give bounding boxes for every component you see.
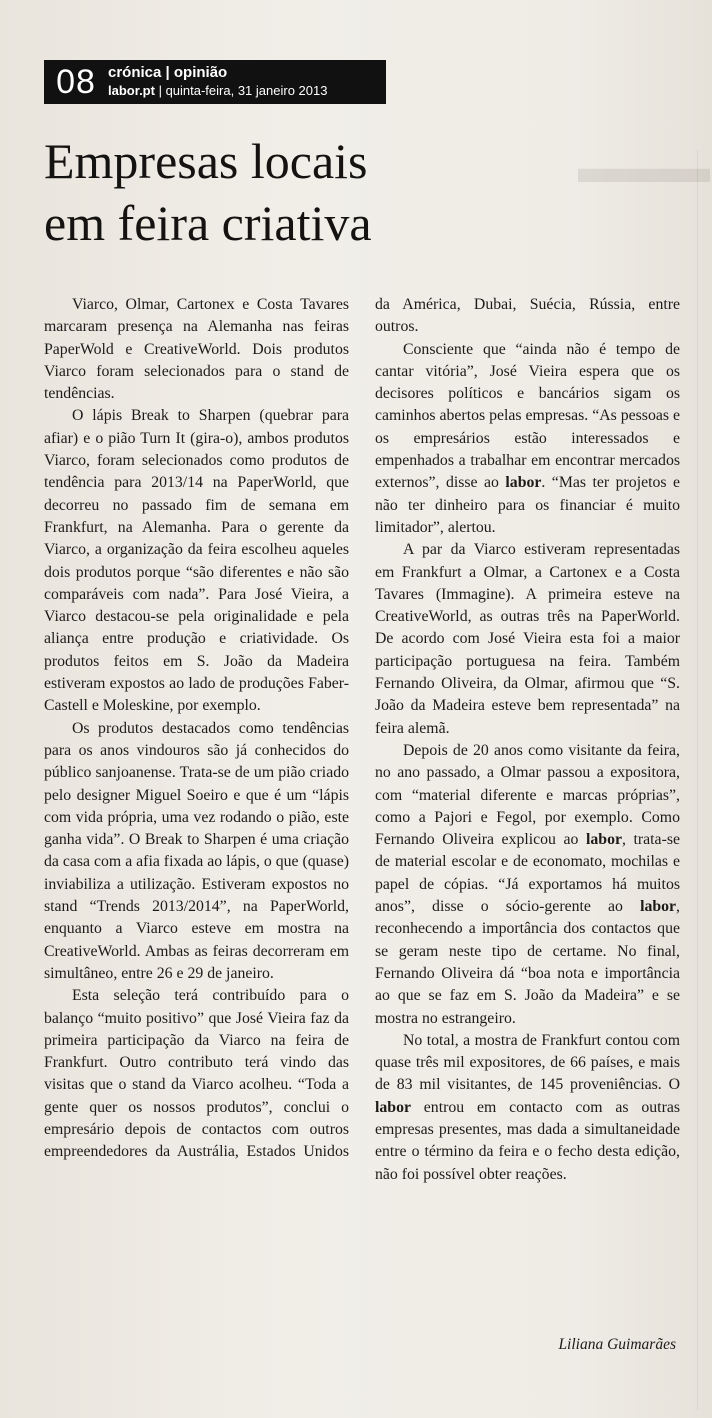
article-headline bbox=[44, 130, 604, 254]
paragraph-8-tail: entrou em contacto com as outras empresas presentes, mas dada a simultaneidade entre o término da feira e o fecho desta edição, não foi possível obter reações. bbox=[375, 1098, 680, 1183]
labor-mention: labor bbox=[505, 474, 542, 492]
paragraph-3: Os produtos destacados como tendências para os anos vindouros são já conhecidos do público sanjoanense. Trata-se de um pião criado pelo designer Miguel Soeiro e que é um “lápis com vida própria, uma vez rodando o pião, este ganha vida”. O Break to Sharpen é uma criação da casa com a afia fixada ao lápis, o que (quase) inviabiliza a utilização. Estiveram expostos no stand “Trends 2013/2014”, na PaperWorld, enquanto a Viarco esteve em mostra na CreativeWorld. Ambas as feiras decorreram em simultâneo, entre 26 e 29 de janeiro. bbox=[44, 719, 349, 982]
paragraph-2: O lápis Break to Sharpen (quebrar para afiar) e o pião Turn It (gira-o), ambos produtos Viarco, foram selecionados como produtos de tendência para 2013/14 na PaperWorld, que decorreu no passado fim de semana em Frankfurt, na Alemanha. Para o gerente da Viarco, a organização da feira escolheu aqueles dois produtos porque “são diferentes e não são comparáveis com nada”. Para José Vieira, a Viarco destacou-se pela originalidade e pela aliança entre produção e criatividade. Os produtos feitos em S. João da Madeira estiveram expostos ao lado de produções Faber-Castell e Moleskine, por exemplo. bbox=[44, 407, 349, 715]
headline-line-2: em feira criativa bbox=[44, 195, 372, 251]
paragraph-8-text: No total, a mostra de Frankfurt contou com quase três mil expositores, de 66 países, e mais de 83 mil visitantes, de 145 proveniências. O bbox=[375, 1031, 680, 1094]
page-number: 08 bbox=[56, 63, 96, 101]
labor-mention: labor bbox=[640, 898, 677, 916]
paragraph-1: Viarco, Olmar, Cartonex e Costa Tavares marcaram presença na Alemanha nas feiras PaperWold e CreativeWorld. Dois produtos Viarco foram selecionados para o stand de tendências. bbox=[44, 296, 349, 403]
page-header-bar bbox=[44, 60, 386, 104]
paragraph-7-text: Depois de 20 anos como visitante da feira, no ano passado, a Olmar passou a expositora, com “material diferente e marcas próprias”, como a Pajori e Fegol, por exemplo. Como Fernando Oliveira explicou ao bbox=[375, 741, 680, 849]
page-edge-shadow bbox=[697, 150, 698, 1410]
issue-date: quinta-feira, 31 janeiro 2013 bbox=[165, 83, 328, 98]
paragraph-7-mid: , trata-se de material escolar e de economato, mochilas e papel de cópias. “Já exportamos há muitos anos”, disse o sócio-gerente ao bbox=[375, 831, 680, 916]
labor-mention: labor bbox=[375, 1098, 411, 1116]
headline-line-1: Empresas locais bbox=[44, 133, 368, 189]
labor-mention: labor bbox=[586, 831, 622, 849]
paragraph-6: A par da Viarco estiveram representadas em Frankfurt a Olmar, a Cartonex e a Costa Tavares (Immagine). A primeira esteve na CreativeWorld, as outras três na PaperWorld. De acordo com José Vieira esta foi a maior participação portuguesa na feira. Também Fernando Oliveira, da Olmar, afirmou que “S. João da Madeira esteve bem representada” na feira alemã. bbox=[375, 541, 680, 737]
dateline-separator: | bbox=[154, 83, 166, 98]
site-name: labor.pt bbox=[108, 83, 155, 98]
paragraph-7 bbox=[375, 740, 680, 1030]
dateline bbox=[108, 82, 327, 100]
header-meta bbox=[108, 64, 327, 100]
paragraph-8 bbox=[375, 1030, 680, 1186]
article-body bbox=[44, 294, 680, 1364]
section-label: crónica | opinião bbox=[108, 64, 228, 81]
paragraph-5-text: Consciente que “ainda não é tempo de cantar vitória”, José Vieira espera que os decisores políticos e bancários sigam os caminhos abertos pelas empresas. “As pessoas e os empresários estão interessados e empenhados a trabalhar em encontrar mercados externos”, disse ao bbox=[375, 340, 680, 492]
show-through-decoration: ▬▬▬ bbox=[578, 143, 710, 192]
author-byline: Liliana Guimarães bbox=[558, 1336, 676, 1353]
paragraph-5 bbox=[375, 339, 680, 540]
paragraph-5-tail: . “Mas ter projetos e não ter dinheiro para os financiar é muito limitador”, alertou. bbox=[375, 474, 681, 536]
paragraph-7-tail: , reconhecendo a importância dos contactos que se geram neste tipo de certame. No final, Fernando Oliveira dá “boa nota e importância ao que se faz em S. João da Madeira” e se mostra no estrangeiro. bbox=[375, 898, 680, 1027]
paragraph-4: Esta seleção terá contribuído para o balanço “muito positivo” que José Vieira faz da primeira participação da Viarco na feira de Frankfurt. Outro contributo terá vindo das visitas que o stand da Viarco acolheu. “Toda a gente quer os nossos produtos”, conclui o empresário depois de contactos com outros empreendedores da Austrália, Estados Unidos da América, Dubai, Suécia, Rússia, entre outros. bbox=[44, 296, 680, 1161]
